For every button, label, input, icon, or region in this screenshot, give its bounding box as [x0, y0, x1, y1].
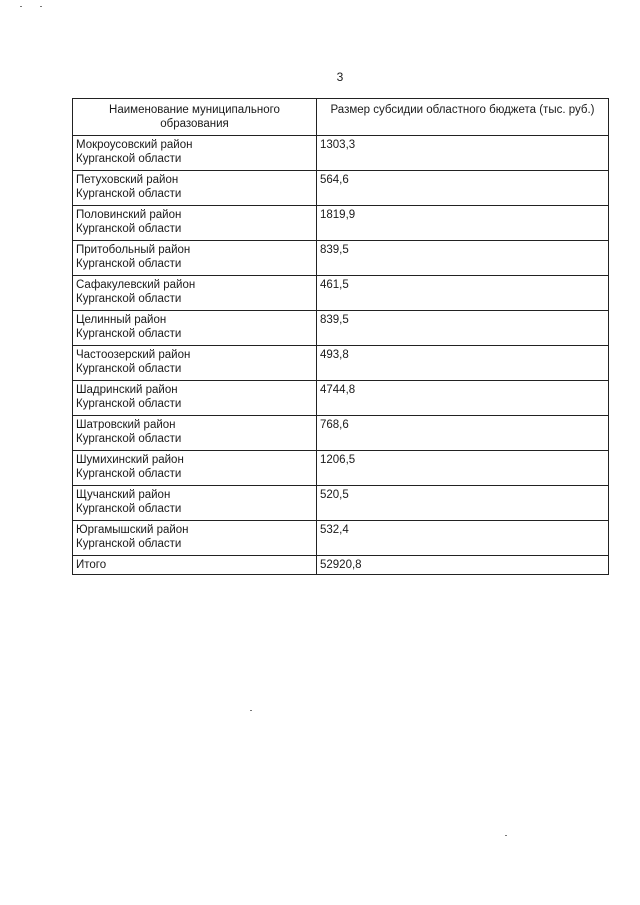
municipality-name: Целинный район [76, 314, 167, 326]
table-row [73, 206, 609, 241]
total-label: Итого [73, 556, 317, 575]
municipality-region: Курганской области [76, 223, 182, 235]
subsidy-value: 520,5 [317, 486, 609, 521]
municipality-cell [73, 451, 317, 486]
table-body [73, 136, 609, 575]
subsidy-value: 768,6 [317, 416, 609, 451]
municipality-cell [73, 521, 317, 556]
table-row [73, 521, 609, 556]
header-row [73, 99, 609, 136]
table-row [73, 241, 609, 276]
subsidy-value: 1819,9 [317, 206, 609, 241]
page-number: 3 [336, 70, 344, 84]
subsidy-value: 1206,5 [317, 451, 609, 486]
municipality-cell [73, 416, 317, 451]
municipality-name: Сафакулевский район [76, 279, 196, 291]
municipality-cell [73, 276, 317, 311]
municipality-region: Курганской области [76, 258, 182, 270]
table-row [73, 381, 609, 416]
municipality-region: Курганской области [76, 503, 182, 515]
municipality-region: Курганской области [76, 293, 182, 305]
municipality-cell [73, 206, 317, 241]
municipality-name: Шумихинский район [76, 454, 184, 466]
table-row [73, 486, 609, 521]
municipality-name: Шатровский район [76, 419, 176, 431]
municipality-region: Курганской области [76, 363, 182, 375]
table-row [73, 276, 609, 311]
municipality-cell [73, 346, 317, 381]
subsidy-value: 532,4 [317, 521, 609, 556]
municipality-region: Курганской области [76, 398, 182, 410]
subsidy-value: 1303,3 [317, 136, 609, 171]
total-row [73, 556, 609, 575]
subsidy-value: 564,6 [317, 171, 609, 206]
municipality-name: Петуховский район [76, 174, 179, 186]
header-subsidy-amount: Размер субсидии областного бюджета (тыс. руб.) [317, 99, 609, 136]
subsidy-value: 461,5 [317, 276, 609, 311]
scan-speck [505, 835, 507, 836]
municipality-cell [73, 241, 317, 276]
municipality-region: Курганской области [76, 328, 182, 340]
scan-speck [250, 710, 252, 711]
municipality-name: Половинский район [76, 209, 182, 221]
municipality-name: Юргамышский район [76, 524, 189, 536]
table-row [73, 311, 609, 346]
municipality-cell [73, 171, 317, 206]
municipality-region: Курганской области [76, 188, 182, 200]
table-row [73, 136, 609, 171]
municipality-region: Курганской области [76, 468, 182, 480]
table-header [73, 99, 609, 136]
municipality-region: Курганской области [76, 433, 182, 445]
table-row [73, 171, 609, 206]
municipality-region: Курганской области [76, 153, 182, 165]
subsidy-value: 839,5 [317, 241, 609, 276]
municipality-name: Шадринский район [76, 384, 178, 396]
table-row [73, 346, 609, 381]
scan-speck [20, 6, 22, 7]
total-value: 52920,8 [317, 556, 609, 575]
table-row [73, 451, 609, 486]
scan-speck [40, 6, 42, 7]
table-row [73, 416, 609, 451]
subsidy-table [72, 98, 609, 575]
header-municipality: Наименование муниципального образования [73, 99, 317, 136]
subsidy-value: 839,5 [317, 311, 609, 346]
subsidy-value: 4744,8 [317, 381, 609, 416]
municipality-region: Курганской области [76, 538, 182, 550]
municipality-cell [73, 381, 317, 416]
municipality-cell [73, 311, 317, 346]
municipality-cell [73, 136, 317, 171]
municipality-name: Притобольный район [76, 244, 191, 256]
municipality-name: Мокроусовский район [76, 139, 193, 151]
municipality-name: Щучанский район [76, 489, 171, 501]
municipality-cell [73, 486, 317, 521]
municipality-name: Частоозерский район [76, 349, 191, 361]
subsidy-value: 493,8 [317, 346, 609, 381]
